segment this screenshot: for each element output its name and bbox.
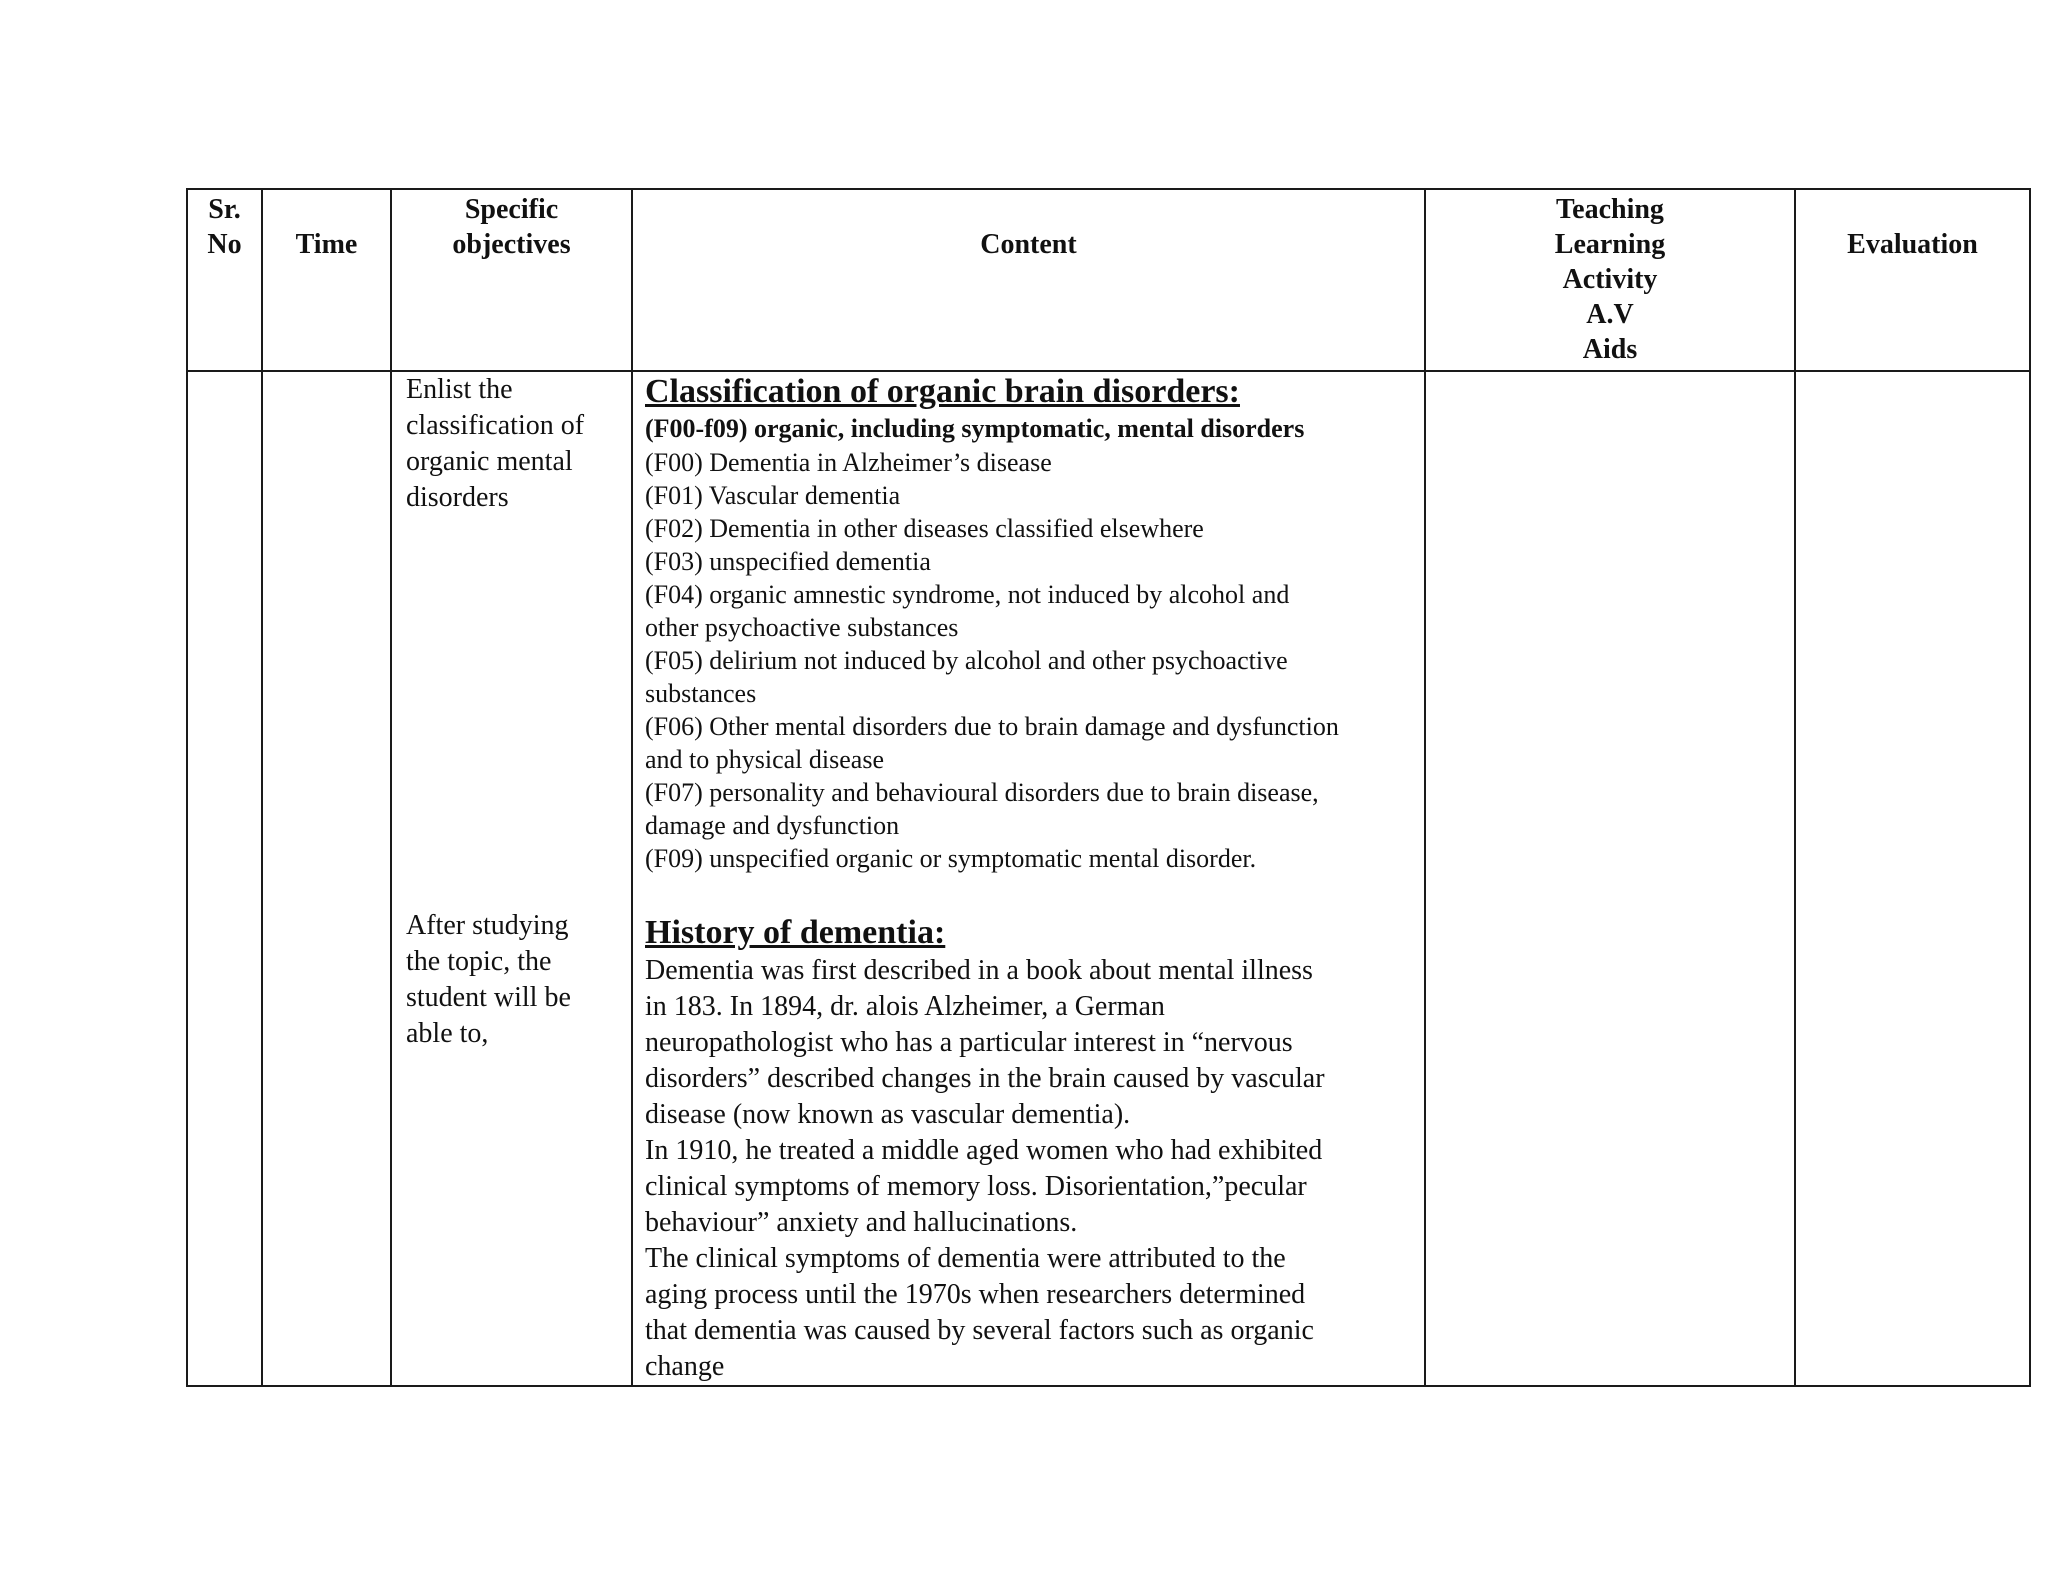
header-teaching-activity: Teaching Learning Activity A.V Aids: [1425, 189, 1795, 371]
header-time: Time: [262, 189, 391, 371]
classification-line: (F05) delirium not induced by alcohol and other psychoactive: [645, 646, 1288, 675]
history-line: change: [645, 1351, 725, 1382]
cell-sr-no: [187, 371, 262, 1386]
header-row: [187, 189, 2030, 371]
history-line: that dementia was caused by several factors such as organic: [645, 1315, 1314, 1346]
cell-evaluation: [1795, 371, 2030, 1386]
history-line: clinical symptoms of memory loss. Disorientation,”pecular: [645, 1171, 1307, 1202]
classification-line: (F03) unspecified dementia: [645, 547, 931, 576]
history-line: neuropathologist who has a particular interest in “nervous: [645, 1027, 1293, 1058]
classification-line: other psychoactive substances: [645, 613, 959, 642]
history-line: behaviour” anxiety and hallucinations.: [645, 1207, 1078, 1238]
classification-line: substances: [645, 679, 757, 708]
classification-line: (F01) Vascular dementia: [645, 481, 901, 510]
history-line: Dementia was first described in a book about mental illness: [645, 955, 1313, 986]
objective-enlist: Enlist the classification of organic mental disorders: [406, 374, 585, 513]
header-sr-no: Sr. No: [187, 189, 262, 371]
classification-line: (F06) Other mental disorders due to brain damage and dysfunction: [645, 712, 1339, 741]
cell-teaching-activity: [1425, 371, 1795, 1386]
cell-content: [632, 371, 1425, 1386]
classification-subtitle: (F00-f09) organic, including symptomatic, mental disorders: [645, 414, 1305, 443]
history-line: disorders” described changes in the brain caused by vascular: [645, 1063, 1325, 1094]
history-line: In 1910, he treated a middle aged women who had exhibited: [645, 1135, 1323, 1166]
lesson-plan-table: [186, 188, 2031, 1387]
classification-line: (F07) personality and behavioural disorders due to brain disease,: [645, 778, 1319, 807]
history-line: in 183. In 1894, dr. alois Alzheimer, a German: [645, 991, 1165, 1022]
content-row: [187, 371, 2030, 1386]
objective-after-studying: After studying the topic, the student will be able to,: [406, 910, 571, 1049]
classification-title: Classification of organic brain disorders:: [645, 373, 1240, 410]
history-title: History of dementia:: [645, 914, 946, 951]
cell-objectives: [391, 371, 632, 1386]
header-objectives: Specific objectives: [391, 189, 632, 371]
classification-line: (F09) unspecified organic or symptomatic mental disorder.: [645, 844, 1257, 873]
header-content: Content: [632, 189, 1425, 371]
classification-line: (F00) Dementia in Alzheimer’s disease: [645, 448, 1052, 477]
classification-line: (F04) organic amnestic syndrome, not induced by alcohol and: [645, 580, 1290, 609]
cell-time: [262, 371, 391, 1386]
classification-line: and to physical disease: [645, 745, 884, 774]
history-line: aging process until the 1970s when researchers determined: [645, 1279, 1306, 1310]
classification-line: damage and dysfunction: [645, 811, 900, 840]
history-line: disease (now known as vascular dementia).: [645, 1099, 1131, 1130]
classification-line: (F02) Dementia in other diseases classified elsewhere: [645, 514, 1204, 543]
history-line: The clinical symptoms of dementia were attributed to the: [645, 1243, 1286, 1274]
header-evaluation: Evaluation: [1795, 189, 2030, 371]
